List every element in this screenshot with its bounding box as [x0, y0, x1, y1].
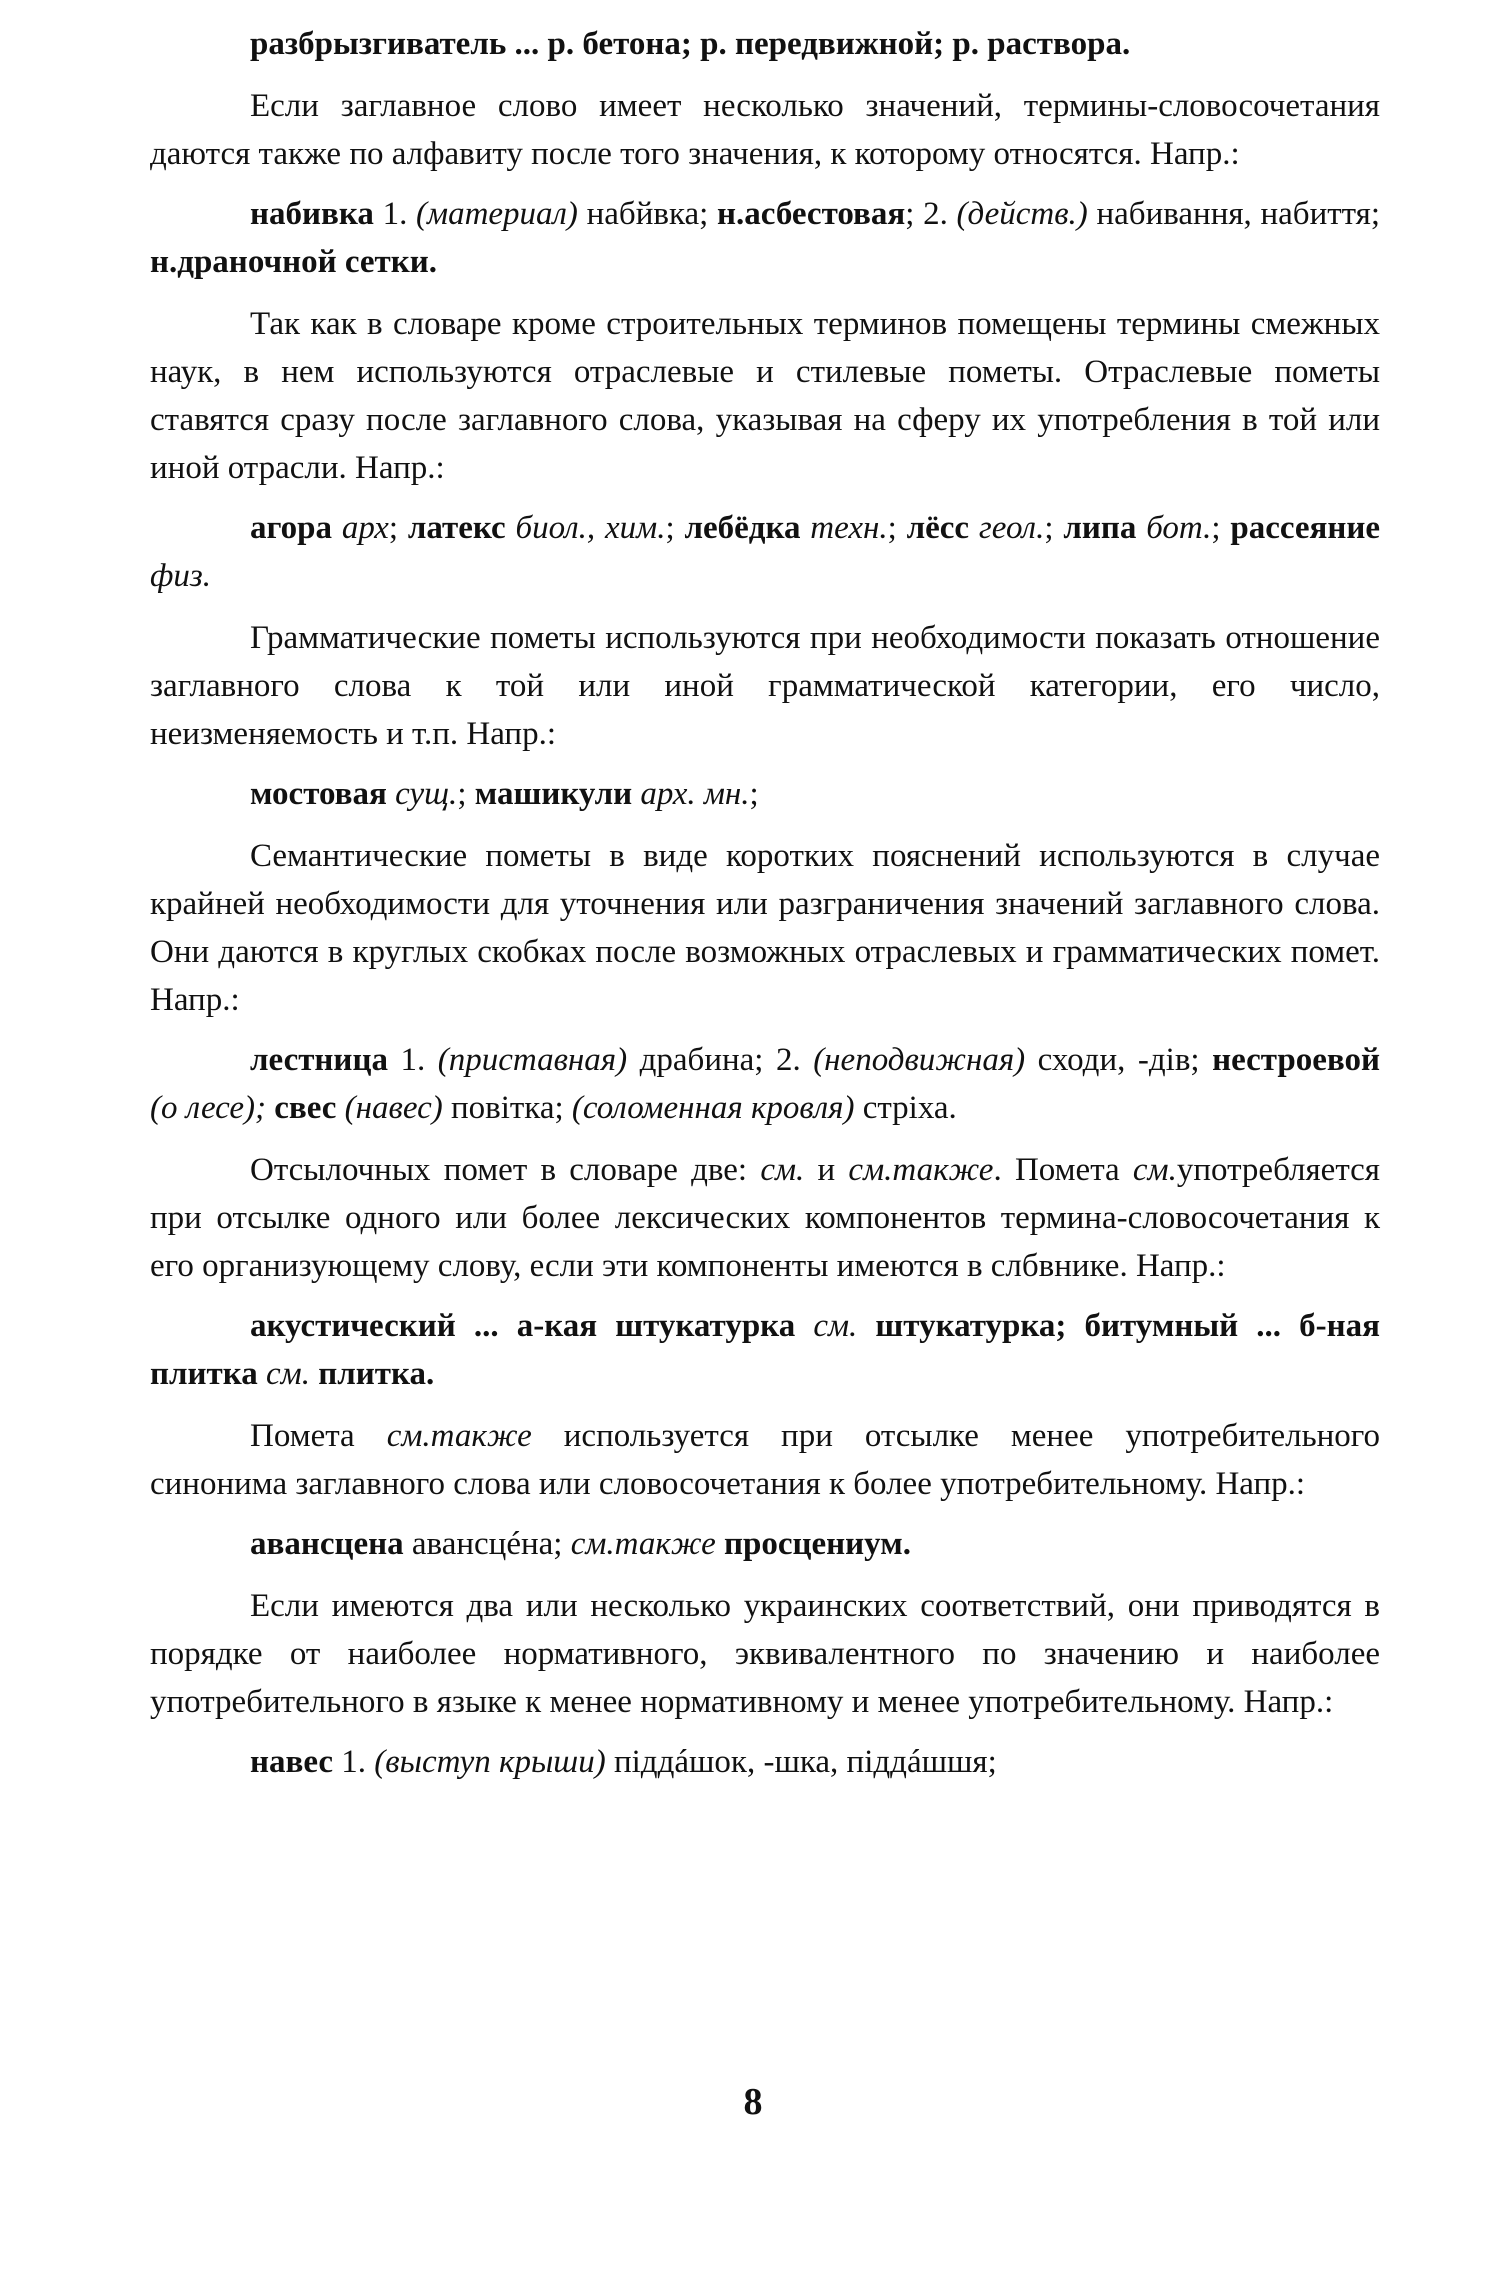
- document-page: [150, 20, 1380, 1800]
- example-nabivka: набивка 1. (материал) набйвка; н.асбестовая; 2. (действ.) набивання, набиття; н.драночной сетки.: [150, 196, 1380, 280]
- example-grammar-labels: мостовая сущ.; машикули арх. мн.;: [250, 776, 759, 812]
- example-semantic-labels: лестница 1. (приставная) драбина; 2. (неподвижная) сходи, -дiв; нестроевой (о лесе); свес (навес) повiтка; (соломенная кровля) стрiха.: [150, 1042, 1380, 1126]
- paragraph-grammar-labels: Грамматические пометы используются при необходимости показать отношение заглавного слова к той или иной грамматической категории, его число, неизменяемость и т.п. Напр.:: [150, 620, 1380, 752]
- example-line-razbryzgivatel: [150, 20, 1380, 68]
- headword: разбрызгиватель ... р. бетона; р. передвижной; р. раствора.: [250, 26, 1131, 62]
- example-see-also: авансцена авансцéна; см.также просцениум.: [250, 1526, 911, 1562]
- paragraph-ukrainian-equivalents: Если имеются два или несколько украинских соответствий, они приводятся в порядке от наиболее нормативного, эквивалентного по значению и наиболее употребительного в языке к менее нормативному и менее употребительному. Напр.:: [150, 1588, 1380, 1720]
- paragraph-multiple-meanings: Если заглавное слово имеет несколько значений, термины-словосочетания даются также по алфавиту после того значения, к которому относятся. Напр.:: [150, 88, 1380, 172]
- headword: набивка: [250, 196, 374, 232]
- example-naves: навес 1. (выступ крыши) пiддáшок, -шка, пiддáшшя;: [250, 1744, 997, 1780]
- example-branch-labels: агора арх; латекс биол., хим.; лебёдка техн.; лёсс геол.; липа бот.; рассеяние физ.: [150, 510, 1381, 594]
- page-number: 8: [743, 2081, 763, 2123]
- paragraph-see-also: Помета см.также используется при отсылке менее употребительного синонима заглавного слова или словосочетания к более употребительному. Напр.:: [150, 1418, 1380, 1502]
- example-reference-sm: акустический ... а-кая штукатурка см. штукатурка; битумный ... б-ная плитка см. плитка.: [150, 1308, 1380, 1392]
- paragraph-reference-labels: Отсылочных помет в словаре две: см. и см.также. Помета см.употребляется при отсылке одного или более лексических компонентов термина-словосочетания к его организующему слову, если эти компоненты имеются в слбвнике. Напр.:: [150, 1152, 1380, 1284]
- paragraph-branch-labels: Так как в словаре кроме строительных терминов помещены термины смежных наук, в нем используются отраслевые и стилевые пометы. Отраслевые пометы ставятся сразу после заглавного слова, указывая на сферу их употребления в той или иной отрасли. Напр.:: [150, 306, 1380, 486]
- paragraph-semantic-labels: Семантические пометы в виде коротких пояснений используются в случае крайней необходимости для уточнения или разграничения значений заглавного слова. Они даются в круглых скобках после возможных отраслевых и грамматических помет. Напр.:: [150, 838, 1380, 1018]
